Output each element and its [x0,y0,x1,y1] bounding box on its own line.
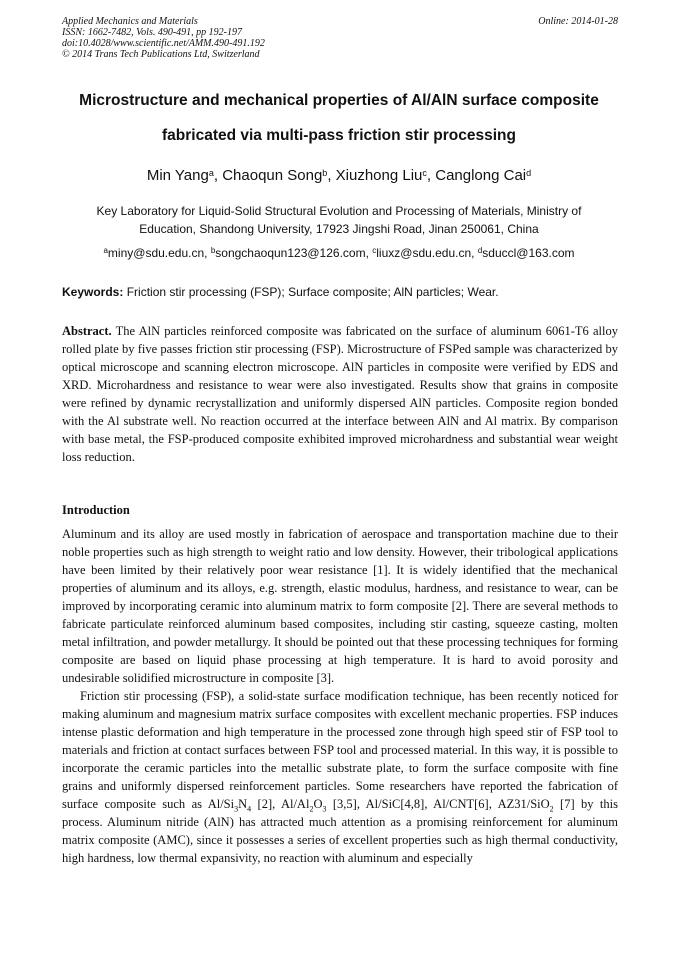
author-superscript: a [208,168,214,178]
author-name: Chaoqun Song [222,167,323,184]
intro-paragraph-2-start: Friction stir processing (FSP), a solid-state surface modification technique, has been recently noticed for making aluminum and magnesium matrix surface composites with excellent mechanic properties. FSP induces intense plastic deformation and high temperature in the processed zone through high speed stir of FSP tool to materials and friction at contact surfaces between FSP tool and processed material. In this way, it is possible to incorporate the ceramic particles into the metallic substrate plate, to form the surface composite with fine grains and uniformly dispersed reinforcement particles. Some researchers have reported the fabrication of surface composite such as [62,689,618,811]
email-superscript: c [372,246,377,255]
section-heading-introduction: Introduction [62,503,130,517]
formula-az31-sio2 [497,797,554,814]
abstract-text: The AlN particles reinforced composite was fabricated on the surface of aluminum 6061-T6 alloy rolled plate by five passes friction stir processing (FSP). Microstructure of FSPed sample was characterized by optical microscope and scanning electron microscope. AlN particles in composite were verified by EDS and XRD. Microhardness and resistance to wear were also investigated. Results show that grains in composite were refined by dynamic recrystallization and uniformly dispersed AlN particles. Composite region bonded with the Al substrate well. No reaction occurred at the interface between AlN and Al matrix. By comparison with base metal, the FSP-produced composite exhibited improved microhardness and substantial wear weight loss reduction. [62,324,618,464]
author-superscript: d [526,168,532,178]
online-date: Online: 2014-01-28 [538,16,618,27]
issn-line: ISSN: 1662-7482, Vols. 490-491, pp 192-197 [62,27,242,38]
citation-text: [3,5], Al/SiC[4,8], Al/CNT[6], [326,797,498,811]
author-superscript: c [422,168,427,178]
keywords-label: Keywords: [62,285,124,299]
email-address[interactable]: sduccl@163.com [482,246,575,260]
intro-paragraph-2 [62,687,618,867]
formula-part: O [313,797,323,811]
formula-subscript: 2 [549,804,554,814]
formula-al-si3n4 [207,797,252,814]
email-superscript: d [477,246,483,255]
email-list: $^a$miny@sdu.edu.cn, $^b$songchaoqun123@126.com, $^c$liuxz@sdu.edu.cn, $^d$sduccl@163.com [103,246,575,260]
copyright-line: © 2014 Trans Tech Publications Ltd, Switzerland [62,49,260,60]
abstract-label: Abstract. [62,324,112,338]
paper-title-line-1: Microstructure and mechanical properties of Al/AlN surface composite [79,92,599,109]
intro-paragraph-2-end: [7] by this process. Aluminum nitride (AlN) has attracted much attention as a promising reinforcement for aluminum matrix composite (AMC), since it possesses a series of excellent properties such as high thermal conductivity, high hardness, low thermal expansivity, no reaction with aluminum and especially [62,797,618,865]
keywords-text: Friction stir processing (FSP); Surface composite; AlN particles; Wear. [126,285,499,299]
doi-line: doi:10.4028/www.scientific.net/AMM.490-491.192 [62,38,265,49]
formula-al-al2o3 [280,797,327,814]
email-address[interactable]: miny@sdu.edu.cn [107,246,205,260]
formula-part: N [238,797,248,811]
author-name: Xiuzhong Liu [335,167,423,184]
author-list: Min Yang$^a$, Chaoqun Song$^b$, Xiuzhong Liu$^c$, Canglong Cai$^d$ [146,167,532,184]
email-address[interactable]: songchaoqun123@126.com [215,246,366,260]
formula-part: Al/Si [207,797,235,811]
formula-subscript: 3 [234,804,239,814]
formula-part: Al/Al [280,797,310,811]
introduction-body [62,525,618,867]
abstract [62,322,618,466]
keywords [62,284,618,300]
journal-header [62,16,618,60]
formula-part: AZ31/SiO [497,797,550,811]
intro-paragraph-1: Aluminum and its alloy are used mostly in fabrication of aerospace and transportation machine due to their noble properties such as high strength to weight ratio and low density. However, their tribological applications have been limited by their relatively poor wear resistance [1]. It is widely identified that the mechanical properties of aluminum and its alloys, e.g. strength, elastic modulus, hardness, and resistance to wear, can be improved by incorporating ceramic into aluminum matrix to form composite [2]. There are several methods to fabricate particulate reinforced aluminum based composites, including stir casting, squeeze casting, molten metal infiltration, and powder metallurgy. It should be pointed out that these processing techniques for forming composite are based on liquid phase processing at high temperature. It is hard to avoid porosity and undesirable solidified microstructure in composite [3]. [62,527,618,685]
email-superscript: a [103,246,108,255]
affiliation: Key Laboratory for Liquid-Solid Structural Evolution and Processing of Materials, Ministry of Education, Shandong University, 17923 Jingshi Road, Jinan 250061, China [96,204,582,236]
author-superscript: b [322,168,328,178]
paper-title-line-2: fabricated via multi-pass friction stir processing [161,127,516,144]
email-address[interactable]: liuxz@sdu.edu.cn [376,246,472,260]
author-name: Min Yang [146,167,209,184]
formula-subscript: 2 [309,804,314,814]
formula-subscript: 4 [247,804,252,814]
journal-name: Applied Mechanics and Materials [62,16,198,27]
citation-text: [2], [251,797,281,811]
formula-subscript: 3 [322,804,327,814]
author-name: Canglong Cai [435,167,527,184]
email-superscript: b [210,246,216,255]
